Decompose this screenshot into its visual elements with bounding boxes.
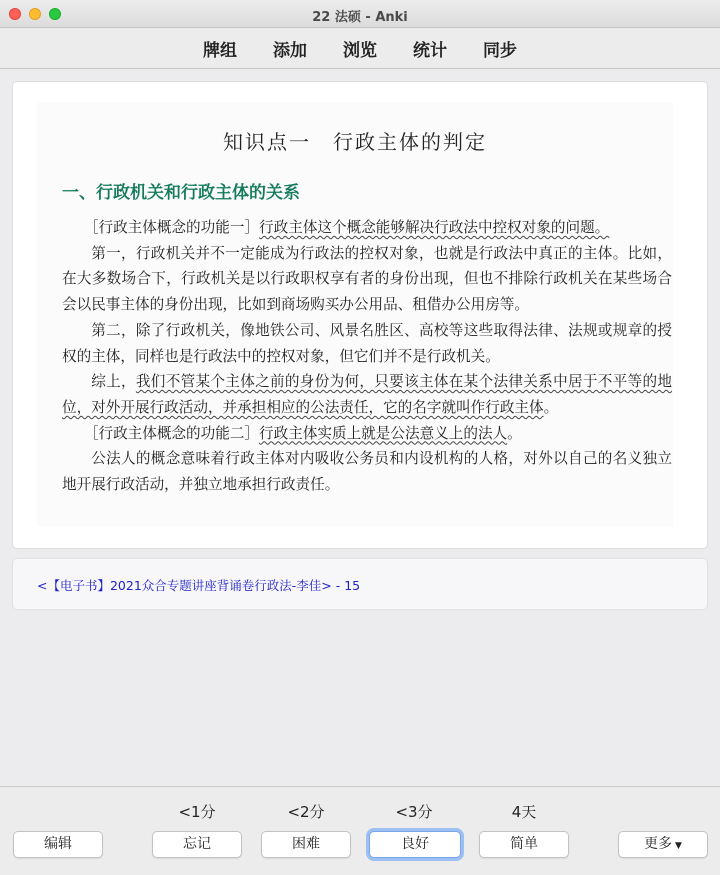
stats-button[interactable]: 统计 [413,41,447,61]
main-toolbar [0,29,720,69]
paragraph: 公法人的概念意味着行政主体对内吸收公务员和内设机构的人格，对外以自己的名义独立地开展行政活动，并独立地承担行政责任。 [62,450,672,494]
card-image [37,102,673,526]
source-link[interactable]: <【电子书】2021众合专题讲座背诵卷行政法-李佳> - 15 [37,578,361,593]
paragraph: 第二，除了行政机关，像地铁公司、风景名胜区、高校等这些取得法律、法规或规章的授权的主体，同样也是行政法中的控权对象，但它们并不是行政机关。 [62,321,672,365]
more-button[interactable] [618,831,708,858]
title-bar [0,0,720,28]
text: 综上， [91,373,136,391]
underlined-text: 我们不管某个主体之前的身份为何，只要该主体在某个法律关系中居于不平等的地位，对外开展行政活动，并承担相应的公法责任，它的名字就叫作行政主体 [62,373,672,416]
again-button[interactable]: 忘记 [152,831,242,858]
good-interval: <3分 [395,803,433,821]
again-interval: <1分 [178,803,216,821]
easy-interval: 4天 [511,803,537,821]
card-heading: 一、行政机关和行政主体的关系 [62,183,300,203]
hard-button[interactable]: 困难 [261,831,351,858]
browse-button[interactable]: 浏览 [343,41,377,61]
review-card [13,82,707,548]
sync-button[interactable]: 同步 [483,41,517,61]
decks-button[interactable]: 牌组 [203,41,237,61]
bracket-label: ［行政主体概念的功能一］ [83,219,260,236]
edit-button[interactable]: 编辑 [13,831,103,858]
easy-button[interactable]: 简单 [479,831,569,858]
source-bar [13,559,707,609]
hard-interval: <2分 [287,803,325,821]
caret-down-icon: ▼ [675,841,682,851]
paragraph [62,215,672,241]
good-button[interactable]: 良好 [369,831,461,858]
paragraph [62,369,672,420]
card-body [62,215,672,498]
paragraph: 第一，行政机关并不一定能成为行政法的控权对象，也就是行政法中真正的主体。比如，在大多数场合下，行政机关是以行政职权享有者的身份出现，但也不排除行政机关在某些场合会以民事主体的身份出现，比如到商场购买办公用品、租借办公用房等。 [62,244,672,314]
card-title: 知识点一 行政主体的判定 [223,130,487,154]
add-button[interactable]: 添加 [273,41,307,61]
bracket-label: ［行政主体概念的功能二］ [83,424,260,442]
underlined-text: 行政主体这个概念能够解决行政法中控权对象的问题。 [259,219,610,236]
window-title: 22 法硕 - Anki [312,10,408,25]
paragraph [62,421,672,447]
text: 。 [507,424,522,442]
answer-bar [0,786,720,875]
text: 。 [543,398,559,416]
more-label: 更多 [644,836,673,852]
underlined-text: 行政主体实质上就是公法意义上的法人 [259,424,508,442]
